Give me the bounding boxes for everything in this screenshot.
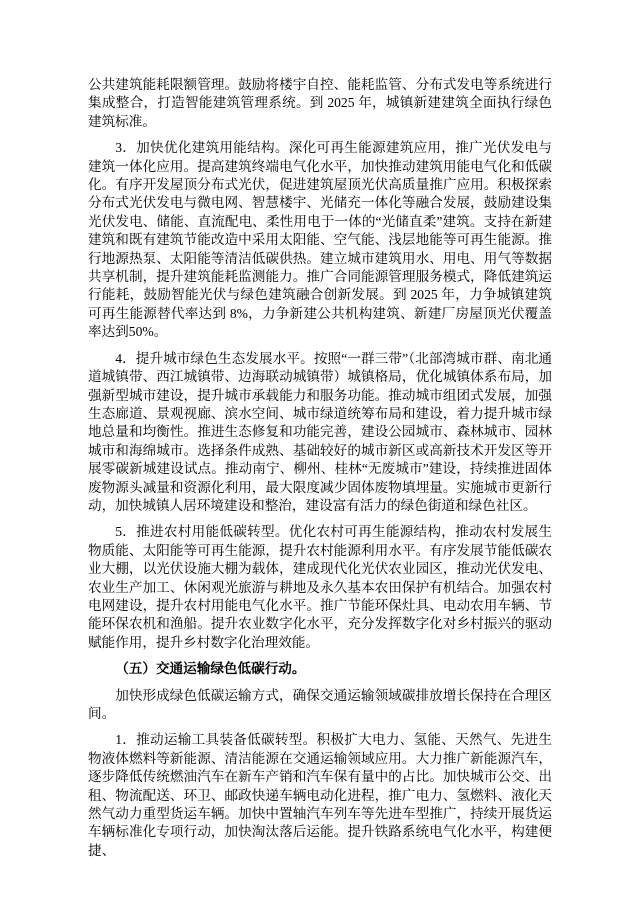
paragraph-item-1-transport-equipment-transition: 1．推动运输工具装备低碳转型。积极扩大电力、氢能、天然气、先进生物液体燃料等新能源、清洁能源在交通运输领域应用。大力推广新能源汽车，逐步降低传统燃油汽车在新车产销和汽车保有量中的占比。加快城市公交、出租、物流配送、环卫、邮政快递车辆电动化进程，推广电力、氢燃料、液化天然气动力重型货运车辆。加快中置轴汽车列车等先进车型推广，持续开展货运车辆标准化专项行动，加快淘汰落后运能。提升铁路系统电气化水平，构建便捷、	[88, 732, 552, 858]
document-text-area	[88, 76, 552, 868]
paragraph-item-3-building-energy-structure: 3．加快优化建筑用能结构。深化可再生能源建筑应用，推广光伏发电与建筑一体化应用。提高建筑终端电气化水平，加快推动建筑用能电气化和低碳化。有序开发屋顶分布式光伏，促进建筑屋顶光伏高质量推广应用。积极探索分布式光伏发电与微电网、智慧楼宇、光储充一体化等融合发展，鼓励建设集光伏发电、储能、直流配电、柔性用电于一体的“光储直柔”建筑。支持在新建建筑和既有建筑节能改造中采用太阳能、空气能、浅层地能等可再生能源。推行地源热泵、太阳能等清洁低碳供热。建立城市建筑用水、用电、用气等数据共享机制，提升建筑能耗监测能力。推广合同能源管理服务模式，降低建筑运行能耗，鼓励智能光伏与绿色建筑融合创新发展。到 2025 年，力争城镇建筑可再生能源替代率达到 8%，力争新建公共机构建筑、新建厂房屋顶光伏覆盖率达到50%。	[88, 140, 552, 340]
paragraph-item-5-rural-energy-transition: 5．推进农村用能低碳转型。优化农村可再生能源结构，推动农村发展生物质能、太阳能等可再生能源，提升农村能源利用水平。有序发展节能低碳农业大棚，以光伏设施大棚为载体，建成现代化光伏农业园区，推动光伏发电、农业生产加工、休闲观光旅游与耕地及永久基本农田保护有机结合。加强农村电网建设，提升农村用能电气化水平。推广节能环保灶具、电动农用车辆、节能环保农机和渔船。提升农业数字化水平，充分发挥数字化对乡村振兴的驱动赋能作用，提升乡村数字化治理效能。	[88, 524, 552, 650]
section-heading-transport-green-lowcarbon: （五）交通运输绿色低碳行动。	[115, 661, 306, 677]
paragraph-transport-intro: 加快形成绿色低碳运输方式，确保交通运输领域碳排放增长保持在合理区间。	[88, 687, 552, 721]
paragraph-building-energy-continuation: 公共建筑能耗限额管理。鼓励将楼宇自控、能耗监管、分布式发电等系统进行集成整合，打造智能建筑管理系统。到 2025 年，城镇新建建筑全面执行绿色建筑标准。	[88, 77, 552, 129]
paragraph-item-4-urban-green-ecology: 4．提升城市绿色生态发展水平。按照“一群三带”（北部湾城市群、南北通道城镇带、西江城镇带、边海联动城镇带）城镇格局，优化城镇体系布局，加强新型城市建设，提升城市承载能力和服务功能。推动城市组团式发展，加强生态廊道、景观视廊、滨水空间、城市绿道统筹布局和建设，着力提升城市绿地总量和均衡性。推进生态修复和功能完善，建设公园城市、森林城市、园林城市和海绵城市。选择条件成熟、基础较好的城市新区或高新技术开发区等开展零碳新城建设试点。推动南宁、柳州、桂林“无废城市”建设，持续推进固体废物源头减量和资源化利用，最大限度减少固体废物填埋量。实施城市更新行动，加快城镇人居环境建设和整治，建设富有活力的绿色街道和绿色社区。	[88, 350, 552, 513]
